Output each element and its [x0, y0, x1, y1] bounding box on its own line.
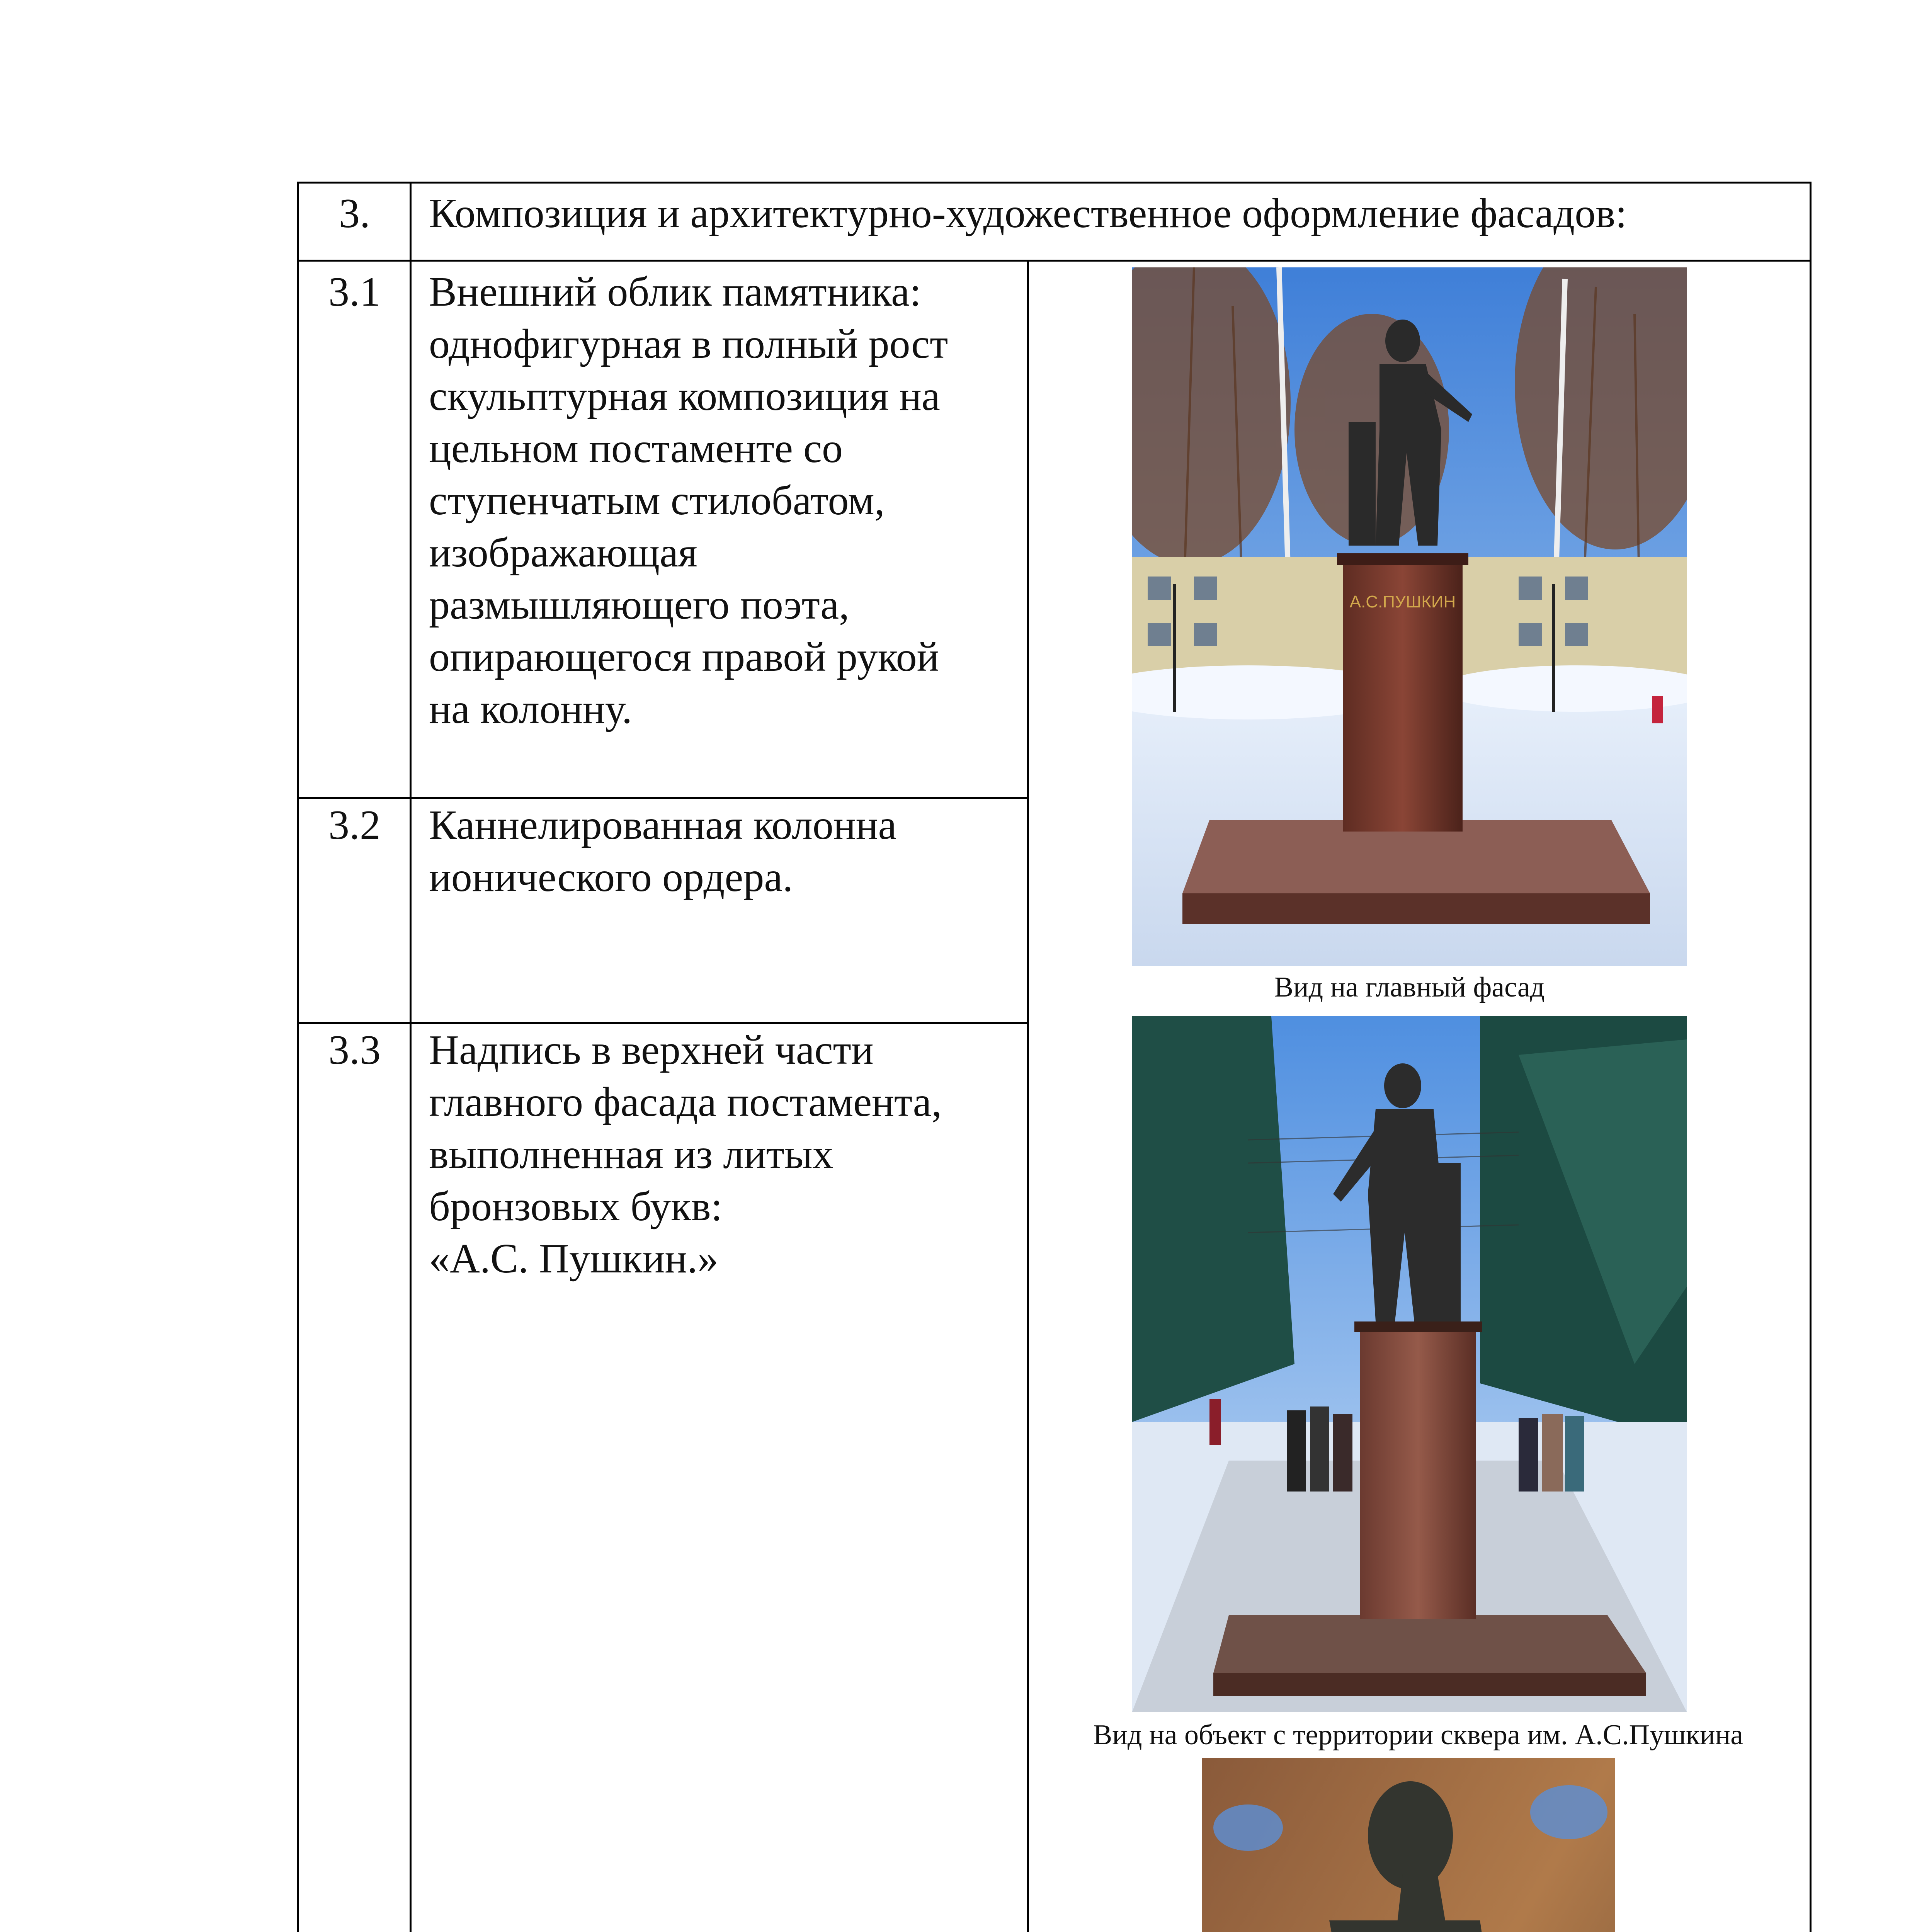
text-line: однофигурная в полный рост: [429, 321, 948, 367]
header-row-divider: [297, 260, 1812, 262]
text-line: размышляющего поэта,: [429, 582, 850, 628]
row-text-3-3: [429, 1024, 1009, 1285]
photo-column-divider: [1027, 260, 1029, 1932]
number-column-divider: [410, 182, 412, 1932]
table-border-right: [1810, 182, 1812, 1932]
section-number: 3.: [339, 190, 370, 236]
row-text-3-1: [429, 266, 1009, 735]
text-line: Каннелированная колонна: [429, 802, 897, 848]
text-line: цельном постаменте со: [429, 425, 843, 471]
text-line: Внешний облик памятника:: [429, 269, 922, 315]
text-line: бронзовых букв:: [429, 1184, 723, 1230]
row-number-3-2: 3.2: [328, 802, 381, 848]
row-number-3-3: 3.3: [328, 1027, 381, 1073]
photo-sculpture: [1202, 1758, 1615, 1932]
text-line: опирающегося правой рукой: [429, 634, 939, 680]
table-border-left: [297, 182, 299, 1932]
text-line: ионического ордера.: [429, 854, 793, 900]
photo-square-view: [1132, 1016, 1687, 1712]
text-line: на колонну.: [429, 686, 632, 732]
text-line: скульптурная композиция на: [429, 373, 940, 419]
photo-main-facade: [1132, 267, 1687, 966]
photo-main-facade-caption: Вид на главный фасад: [1274, 971, 1545, 1003]
row-number-3-1: 3.1: [328, 269, 381, 315]
section-title: Композиция и архитектурно-художественное оформление фасадов:: [429, 190, 1627, 236]
text-line: ступенчатым стилобатом,: [429, 478, 885, 524]
row-text-3-2: [429, 799, 1009, 903]
text-line: выполненная из литых: [429, 1131, 833, 1177]
table-border-top: [297, 182, 1812, 184]
text-line: главного фасада постамента,: [429, 1079, 942, 1125]
photo-square-view-caption: Вид на объект с территории сквера им. А.С.Пушкина: [1093, 1719, 1744, 1751]
text-line: Надпись в верхней части: [429, 1027, 874, 1073]
text-line: «А.С. Пушкин.»: [429, 1236, 719, 1282]
pedestal-inscription: А.С.ПУШКИН: [1349, 592, 1456, 611]
text-line: изображающая: [429, 530, 697, 576]
